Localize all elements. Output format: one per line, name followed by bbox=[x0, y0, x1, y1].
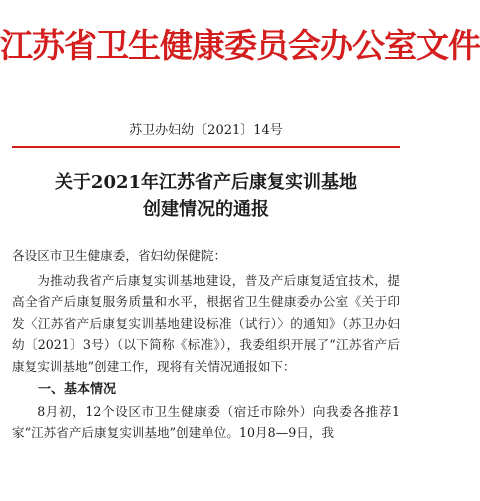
title-line-2: 创建情况的通报 bbox=[143, 199, 269, 220]
document-body bbox=[12, 245, 400, 444]
salutation: 各设区市卫生健康委，省妇幼保健院： bbox=[12, 248, 227, 263]
section-heading-basic-situation: 一、基本情况 bbox=[38, 382, 117, 397]
document-number: 苏卫办妇幼〔2021〕14号 bbox=[129, 123, 283, 138]
title-line-1: 关于2021年江苏省产后康复实训基地 bbox=[54, 172, 358, 193]
red-divider bbox=[12, 146, 400, 148]
paragraph-intro: 为推动我省产后康复实训基地建设，普及产后康复适宜技术，提高全省产后康复服务质量和水平，根据省卫生健康委办公室《关于印发〈江苏省产后康复实训基地建设标准（试行）〉的通知》（苏卫办妇幼〔2021〕3号）（以下简称《标准》），我委组织开展了“江苏省产后康复实训基地”创建工作，现将有关情况通报如下： bbox=[12, 272, 400, 374]
document-title bbox=[0, 169, 412, 223]
agency-header: 江苏省卫生健康委员会办公室文件 bbox=[0, 26, 480, 65]
paragraph-basic-situation: 8月初，12个设区市卫生健康委（宿迁市除外）向我委各推荐1家“江苏省产后康复实训基地”创建单位。10月8—9日，我 bbox=[12, 403, 400, 440]
